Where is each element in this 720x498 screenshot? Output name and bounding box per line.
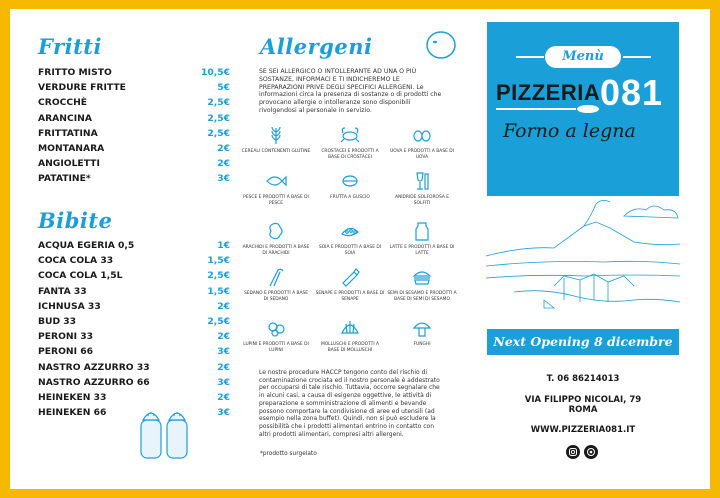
mushroom-icon (411, 317, 433, 339)
fritti-item-price: 5€ (217, 82, 230, 94)
bibite-item-price: 2,5€ (207, 315, 230, 327)
allergen-item (387, 317, 457, 348)
fritti-item-price: 2,5€ (207, 127, 230, 139)
fish-icon (265, 170, 287, 192)
fritti-list (38, 65, 230, 187)
bibite-item-name: COCA COLA 1,5L (38, 270, 123, 282)
bibite-item (38, 329, 230, 344)
allergen-item (387, 124, 457, 160)
instagram-icon[interactable] (566, 445, 580, 459)
allergen-label: ARACHIDI E PRODOTTI A BASE DI ARACHIDI (242, 245, 310, 256)
allergen-item (315, 170, 385, 201)
celery-icon (265, 266, 287, 288)
bibite-item-name: BUD 33 (38, 315, 77, 327)
bibite-title: Bibite (38, 208, 113, 233)
allergen-item (241, 220, 311, 256)
egg-icon (423, 28, 459, 62)
bibite-item-price: 2€ (217, 300, 230, 312)
fritti-item-price: 2,5€ (207, 97, 230, 109)
nut-icon (339, 170, 361, 192)
fritti-item (38, 156, 230, 171)
bibite-item-name: HEINEKEN 66 (38, 407, 107, 419)
bibite-item-name: ICHNUSA 33 (38, 300, 101, 312)
bibite-item-name: ACQUA EGERIA 0,5 (38, 240, 135, 251)
bibite-list (38, 238, 230, 420)
wine-icon (411, 170, 433, 192)
bibite-item (38, 390, 230, 405)
brand-tagline: Forno a legna (503, 120, 636, 142)
bibite-item-price: 3€ (217, 346, 230, 358)
allergen-item (241, 317, 311, 353)
bibite-item-name: COCA COLA 33 (38, 255, 114, 267)
website[interactable]: WWW.PIZZERIA081.IT (530, 425, 636, 435)
fritti-item-name: VERDURE FRITTE (38, 82, 126, 94)
fritti-item (38, 171, 230, 186)
haccp-note: Le nostre procedure HACCP tengono conto del rischio di contaminazione crociata ed il nostro personale è addestrato per occuparsi di tale rischio. Tuttavia, occorre segnalare che in alcuni casi, a causa di esigenze oggettive, le attività di preparazione e somministrazione di alimenti e bevande possono comportare la condivisione di aree ed utensili (ad esempio nella zona buffet). Quindi, non si può escludere la possibilità che i prodotti alimentari entrino in contatto con altri prodotti alimentari, compresi altri allergeni. (259, 369, 440, 438)
bibite-item (38, 253, 230, 268)
brand-name: PIZZERIA (496, 80, 601, 105)
sesame-icon (411, 266, 433, 288)
bibite-item-name: PERONI 66 (38, 346, 93, 358)
fritti-item (38, 141, 230, 156)
shell-icon (339, 317, 361, 339)
bibite-item-price: 2,5€ (207, 270, 230, 282)
menu-line-right (623, 56, 651, 58)
fritti-item-name: ARANCINA (38, 112, 92, 124)
bibite-item-name: NASTRO AZZURRO 33 (38, 361, 150, 373)
address-line1: VIA FILIPPO NICOLAI, 79 (524, 395, 642, 405)
allergeni-title: Allergeni (260, 34, 373, 59)
bibite-item-price: 1,5€ (207, 285, 230, 297)
menu-line-left (516, 56, 544, 58)
bibite-item-name: NASTRO AZZURRO 66 (38, 376, 150, 388)
fritti-item-price: 2€ (217, 142, 230, 154)
allergen-label: SOIA E PRODOTTI A BASE DI SOIA (318, 245, 382, 256)
allergen-label: CEREALI CONTENENTI GLUTINE (241, 149, 311, 154)
wheat-icon (265, 124, 287, 146)
allergen-item (241, 266, 311, 302)
allergen-item (387, 170, 457, 206)
bibite-item (38, 360, 230, 375)
peanut-icon (265, 220, 287, 242)
bibite-item-price: 3€ (217, 407, 230, 419)
vesuvius-landscape-illustration (484, 196, 684, 314)
bibite-item-price: 3€ (217, 376, 230, 388)
crab-icon (339, 124, 361, 146)
allergen-label: CROSTACEI E PRODOTTI A BASE DI CROSTACEI (321, 149, 379, 160)
frozen-note: *prodotto surgelato (260, 451, 317, 457)
next-opening-banner: Next Opening 8 dicembre (487, 329, 679, 355)
bibite-item-price: 2€ (217, 361, 230, 373)
social-icons (566, 444, 602, 460)
bibite-item (38, 238, 230, 253)
bibite-item (38, 268, 230, 283)
fritti-item (38, 65, 230, 80)
bibite-item (38, 314, 230, 329)
bibite-item (38, 344, 230, 359)
allergen-item (241, 170, 311, 206)
allergeni-intro: SE SEI ALLERGICO O INTOLLERANTE AD UNA O PIÙ SOSTANZE, INFORMACI E TI INDICHEREMO LE PREPARAZIONI PRIVE DEGLI SPECIFICI ALLERGENI. Le informazioni circa la presenza di sostanze o di prodotti che provocano allergie o intolleranze sono disponibili rivolgendosi al personale in servizio. (259, 68, 442, 114)
allergen-label: SEDANO E PRODOTTI A BASE DI SEDANO (243, 291, 309, 302)
salt-pepper-shakers-icon (135, 406, 195, 462)
fritti-title: Fritti (38, 34, 102, 59)
facebook-icon[interactable] (584, 445, 598, 459)
fritti-item-name: PATATINE* (38, 173, 91, 185)
fritti-item (38, 111, 230, 126)
address-line2: ROMA (568, 405, 598, 415)
allergen-item (315, 220, 385, 256)
fritti-item-price: 2€ (217, 158, 230, 170)
allergen-label: SEMI DI SESAMO E PRODOTTI A BASE DI SEMI DI SESAMO (387, 291, 457, 302)
fritti-item-name: ANGIOLETTI (38, 158, 100, 170)
pizza-peel-icon (496, 104, 600, 114)
fritti-item-name: FRITTATINA (38, 127, 98, 139)
allergen-item (315, 124, 385, 160)
bibite-item-price: 1,5€ (207, 255, 230, 267)
bibite-item-name: FANTA 33 (38, 285, 87, 297)
allergen-item (387, 220, 457, 256)
allergen-item (387, 266, 457, 302)
allergen-label: PESCE E PRODOTTI A BASE DI PESCE (243, 195, 309, 206)
mustard-icon (339, 266, 361, 288)
fritti-item-name: MONTANARA (38, 142, 105, 154)
bibite-item-price: 2€ (217, 391, 230, 403)
fritti-item-name: FRITTO MISTO (38, 67, 112, 78)
phone-number: T. 06 86214013 (546, 374, 620, 384)
allergen-label: ANIDRIDE SOLFOROSA E SOLFITI (394, 195, 450, 206)
bibite-item-name: HEINEKEN 33 (38, 391, 107, 403)
milk-icon (411, 220, 433, 242)
eggs-icon (411, 124, 433, 146)
lupin-icon (265, 317, 287, 339)
fritti-item-name: CROCCHÈ (38, 97, 88, 109)
bibite-item-name: PERONI 33 (38, 331, 93, 343)
allergen-label: SENAPE E PRODOTTI A BASE DI SENAPE (315, 291, 385, 302)
bibite-item (38, 284, 230, 299)
brand-number: 081 (600, 72, 664, 113)
fritti-item-price: 2,5€ (207, 112, 230, 124)
allergen-label: UOVA E PRODOTTI A BASE DI UOVA (390, 149, 454, 160)
fritti-item-price: 10,5€ (200, 67, 230, 78)
allergen-label: LUPINI E PRODOTTI A BASE DI LUPINI (243, 342, 309, 353)
allergen-label: FRUTTA A GUSCIO (330, 195, 370, 200)
bibite-item-price: 1€ (217, 240, 230, 251)
allergen-item (241, 124, 311, 155)
fritti-item (38, 126, 230, 141)
allergen-item (315, 266, 385, 302)
menu-label: Menù (545, 46, 621, 68)
bibite-item (38, 405, 230, 420)
allergen-item (315, 317, 385, 353)
allergen-label: FUNGHI (413, 342, 431, 347)
fritti-item (38, 95, 230, 110)
bibite-item-price: 2€ (217, 331, 230, 343)
bibite-item (38, 375, 230, 390)
allergen-label: LATTE E PRODOTTI A BASE DI LATTE (389, 245, 455, 256)
allergen-label: MOLLUSCHI E PRODOTTI A BASE DI MOLLUSCHI (320, 342, 380, 353)
fritti-item (38, 80, 230, 95)
fritti-item-price: 3€ (217, 173, 230, 185)
bibite-item (38, 299, 230, 314)
soy-icon (339, 220, 361, 242)
